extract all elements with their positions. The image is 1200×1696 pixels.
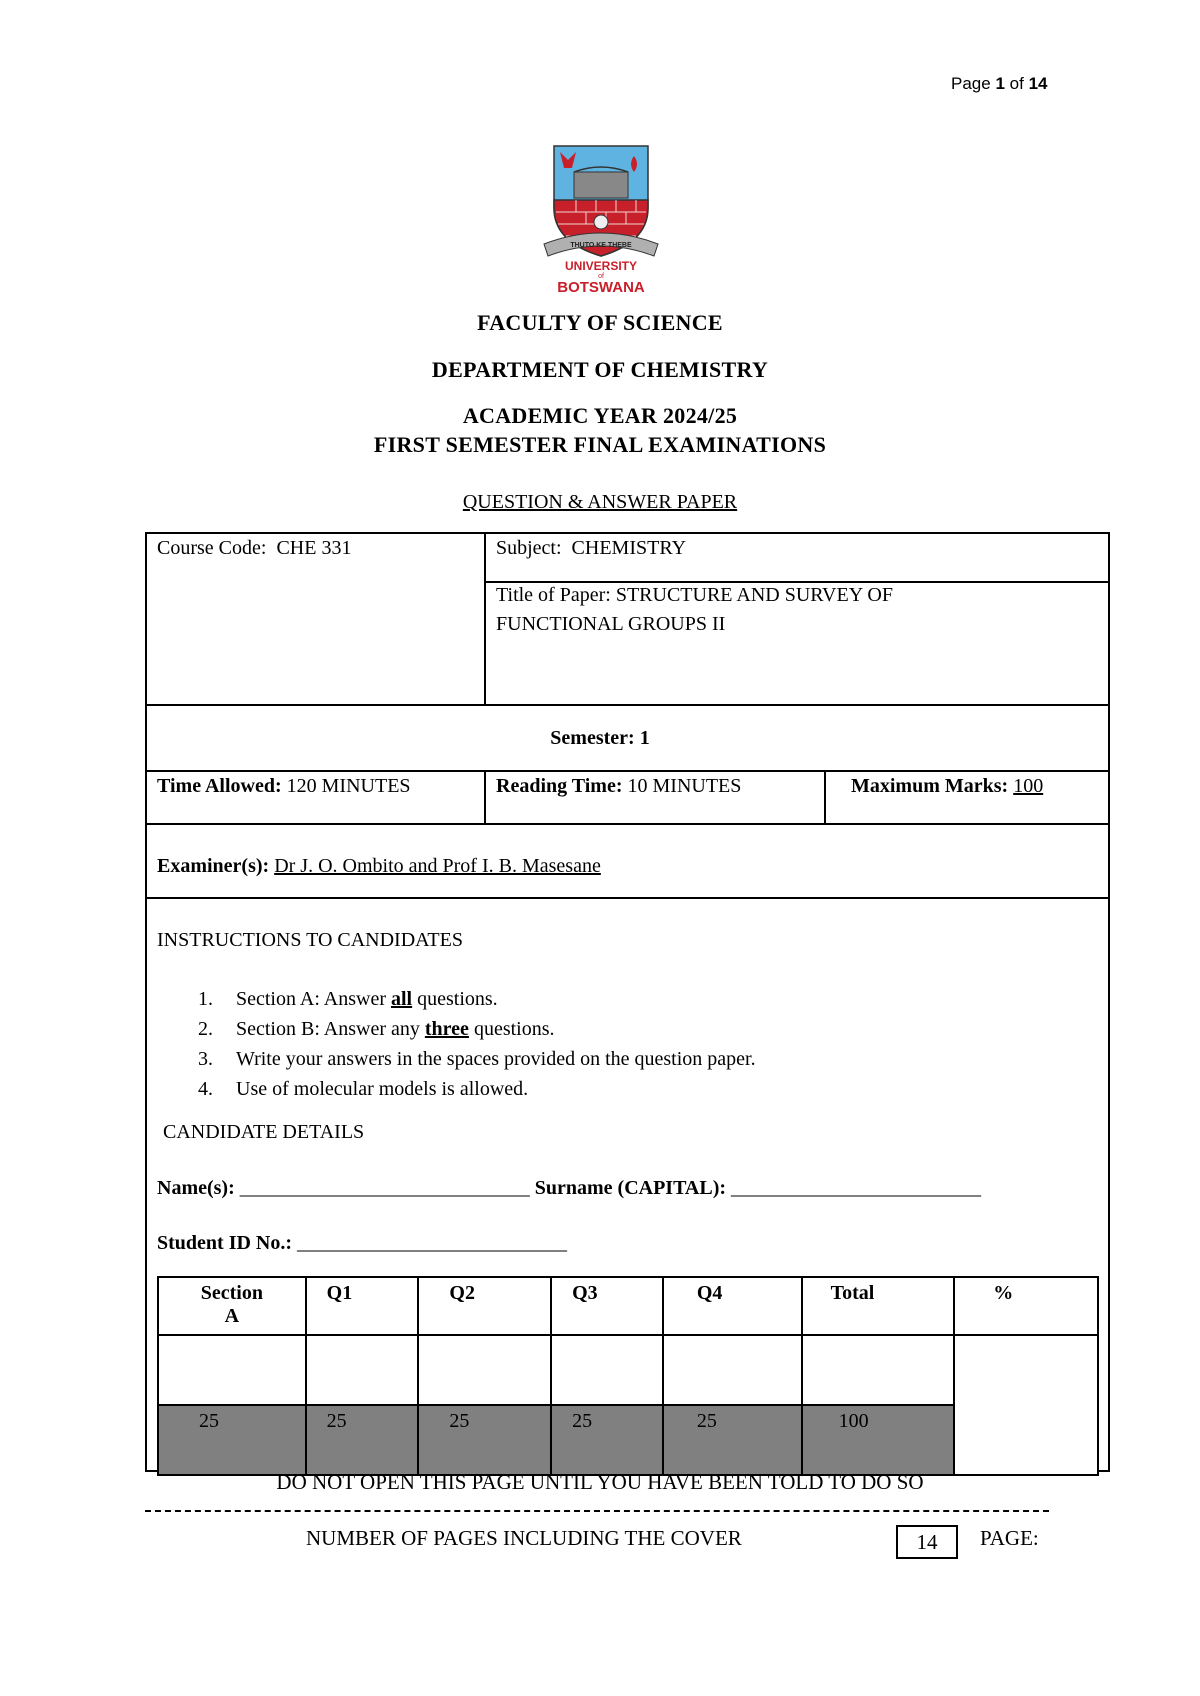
subject-value: CHEMISTRY [571, 537, 687, 559]
instruction-text: Section B: Answer any [236, 1018, 425, 1040]
university-logo [536, 138, 666, 298]
pages-count-box: 14 [896, 1525, 958, 1559]
divider [824, 770, 826, 823]
footer-warning: DO NOT OPEN THIS PAGE UNTIL YOU HAVE BEEN TOLD TO DO SO [276, 1470, 924, 1494]
name-blank[interactable]: _____________________________ [239, 1177, 530, 1199]
paper-title-line2: FUNCTIONAL GROUPS II [496, 613, 726, 635]
header-section-a [158, 1277, 306, 1335]
marks-header-row [158, 1277, 1098, 1335]
divider [484, 770, 486, 823]
instruction-text: questions. [412, 988, 498, 1010]
semester: Semester: 1 [550, 727, 650, 749]
faculty-heading: FACULTY OF SCIENCE [477, 310, 723, 335]
maximum-marks-label: Maximum Marks: [851, 775, 1009, 797]
page-total: 14 [1028, 74, 1048, 93]
time-allowed-label: Time Allowed: [157, 775, 282, 797]
subject-label: Subject: [496, 537, 562, 559]
time-allowed-value: 120 MINUTES [286, 775, 411, 797]
student-id-blank[interactable]: ___________________________ [297, 1232, 568, 1254]
course-code-value: CHE 331 [276, 537, 352, 559]
entry-section-a[interactable] [158, 1335, 306, 1405]
course-code-label: Course Code: [157, 537, 267, 559]
subject [496, 537, 686, 560]
header-q1: Q1 [306, 1277, 419, 1335]
entry-q1[interactable] [306, 1335, 419, 1405]
divider [145, 897, 1110, 899]
reading-time-value: 10 MINUTES [627, 775, 742, 797]
header-section-line1: Section [200, 1282, 263, 1304]
divider [145, 704, 1110, 706]
dashed-divider [145, 1510, 1049, 1512]
surname-label: Surname (CAPITAL): [534, 1177, 727, 1199]
max-q4: 25 [663, 1405, 802, 1475]
paper-title-line1: STRUCTURE AND SURVEY OF [615, 584, 893, 606]
instruction-item [198, 1074, 756, 1104]
instructions-title: INSTRUCTIONS TO CANDIDATES [157, 929, 463, 951]
header-section-line2: A [224, 1305, 240, 1327]
instruction-text: Write your answers in the spaces provided on the question paper. [236, 1048, 756, 1070]
instruction-number: 4. [198, 1078, 213, 1100]
reading-time-label: Reading Time: [496, 775, 623, 797]
header-q3: Q3 [551, 1277, 663, 1335]
header-total: Total [802, 1277, 955, 1335]
student-id-label: Student ID No.: [157, 1232, 293, 1254]
maximum-marks [851, 775, 1043, 798]
name-field[interactable] [157, 1177, 981, 1200]
entry-q2[interactable] [418, 1335, 551, 1405]
instruction-item [198, 1014, 756, 1044]
divider [485, 581, 1110, 583]
paper-title-label: Title of Paper: [496, 584, 611, 606]
instructions-list [198, 984, 756, 1104]
instruction-number: 1. [198, 988, 213, 1010]
paper-title [496, 584, 893, 607]
instruction-item [198, 1044, 756, 1074]
max-q2: 25 [418, 1405, 551, 1475]
max-section-a: 25 [158, 1405, 306, 1475]
instruction-text: Use of molecular models is allowed. [236, 1078, 529, 1100]
exam-heading: FIRST SEMESTER FINAL EXAMINATIONS [373, 432, 827, 457]
entry-q3[interactable] [551, 1335, 663, 1405]
max-total: 100 [802, 1405, 955, 1475]
instruction-emphasis: three [424, 1018, 469, 1040]
logo-name-2: of [598, 273, 604, 280]
max-q1: 25 [306, 1405, 419, 1475]
name-label: Name(s): [157, 1177, 235, 1199]
examiners-value: Dr J. O. Ombito and Prof I. B. Masesane [274, 855, 601, 877]
department-heading: DEPARTMENT OF CHEMISTRY [431, 357, 769, 382]
entry-total[interactable] [802, 1335, 955, 1405]
instruction-emphasis: all [391, 988, 413, 1010]
page-of: of [1009, 74, 1024, 93]
divider [145, 823, 1110, 825]
examiners [157, 855, 601, 878]
logo-motto: THUTO KE THEBE [570, 242, 632, 249]
academic-year-heading: ACADEMIC YEAR 2024/25 [462, 403, 738, 428]
marks-entry-row [158, 1335, 1098, 1405]
reading-time [496, 775, 741, 798]
instruction-text: Section A: Answer [236, 988, 391, 1010]
divider [145, 770, 1110, 772]
examiners-label: Examiner(s): [157, 855, 270, 877]
candidate-details-title: CANDIDATE DETAILS [163, 1121, 365, 1143]
logo-name-1: UNIVERSITY [564, 259, 638, 273]
course-code [157, 537, 351, 560]
page-label: PAGE: [980, 1526, 1039, 1550]
entry-percent[interactable] [954, 1335, 1098, 1475]
instruction-item [198, 984, 756, 1014]
maximum-marks-value: 100 [1013, 775, 1044, 797]
time-allowed [157, 775, 411, 798]
header-q2: Q2 [418, 1277, 551, 1335]
divider [484, 532, 486, 704]
page-indicator [951, 74, 1047, 94]
instruction-text: questions. [468, 1018, 555, 1040]
instruction-number: 2. [198, 1018, 213, 1040]
max-q3: 25 [551, 1405, 663, 1475]
logo-name-3: BOTSWANA [557, 279, 645, 296]
page-prefix: Page [951, 74, 991, 93]
header-percent: % [954, 1277, 1098, 1335]
instruction-number: 3. [198, 1048, 213, 1070]
page-current: 1 [995, 74, 1005, 93]
entry-q4[interactable] [663, 1335, 802, 1405]
paper-type-heading: QUESTION & ANSWER PAPER [462, 491, 738, 513]
student-id-field[interactable] [157, 1232, 567, 1255]
surname-blank[interactable]: _________________________ [731, 1177, 982, 1199]
pages-label: NUMBER OF PAGES INCLUDING THE COVER [306, 1526, 742, 1550]
header-q4: Q4 [663, 1277, 802, 1335]
marks-table [157, 1276, 1099, 1476]
